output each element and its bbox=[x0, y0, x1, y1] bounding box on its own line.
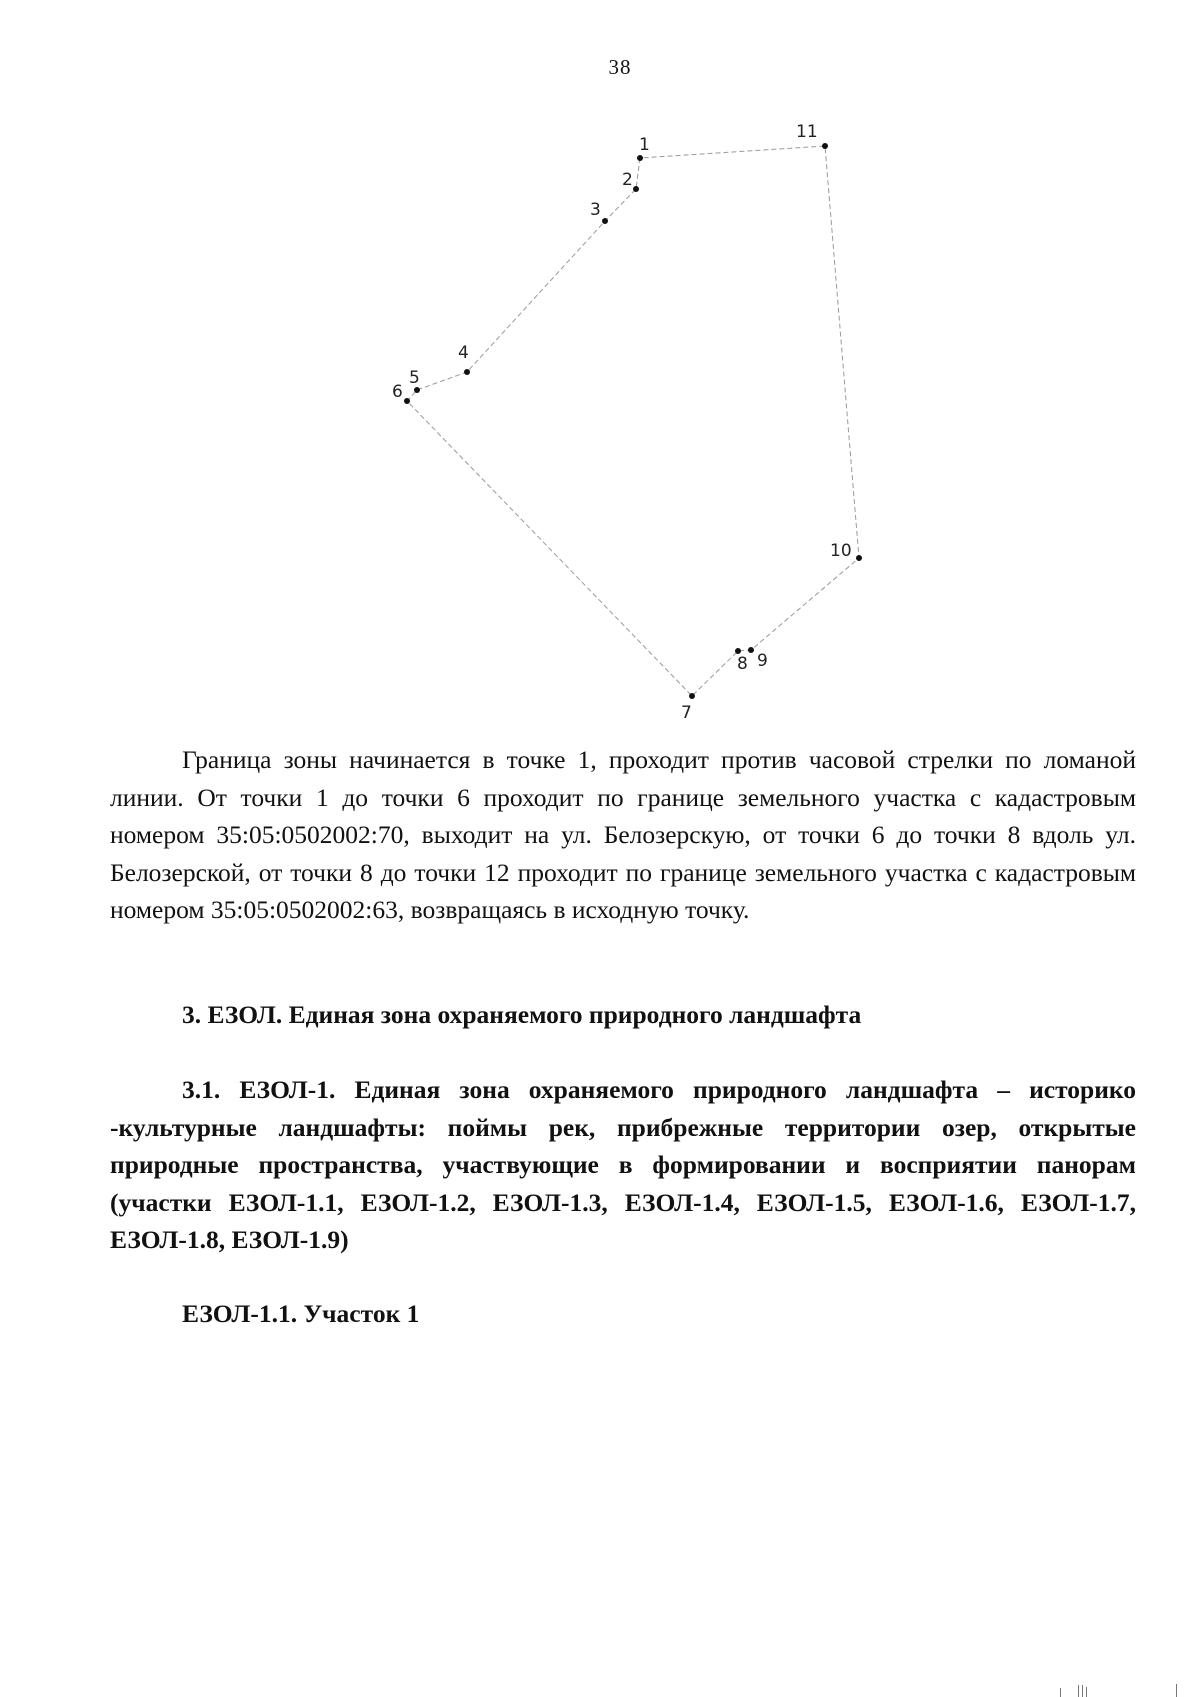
scan-mark bbox=[1086, 1687, 1087, 1697]
vertex-dot bbox=[464, 369, 470, 375]
section-heading: 3. ЕЗОЛ. Единая зона охраняемого природного ландшафта bbox=[182, 1000, 862, 1029]
vertex-dot bbox=[637, 155, 643, 161]
boundary-vertex-11 bbox=[796, 122, 828, 149]
subsection-heading-block bbox=[110, 1071, 1136, 1259]
vertex-label: 7 bbox=[681, 703, 692, 723]
boundary-vertex-5 bbox=[409, 368, 420, 393]
boundary-vertex-3 bbox=[590, 200, 608, 224]
section-heading-block bbox=[110, 996, 1136, 1034]
vertex-dot bbox=[404, 398, 410, 404]
vertex-label: 4 bbox=[458, 343, 469, 363]
boundary-diagram bbox=[0, 0, 1200, 740]
vertex-label: 9 bbox=[757, 651, 768, 671]
boundary-vertex-8 bbox=[735, 648, 748, 674]
vertex-label: 1 bbox=[639, 135, 650, 155]
vertex-label: 10 bbox=[830, 541, 852, 561]
vertex-label: 6 bbox=[392, 382, 403, 402]
boundary-vertex-2 bbox=[622, 170, 639, 192]
boundary-description: Граница зоны начинается в точке 1, проходит против часовой стрелки по ломаной линии. От точки 1 до точки 6 проходит по границе земельного участка с кадастровым номером 35:05:0502002:70, выходит на ул. Белозерскую, от точки 6 до точки 8 вдоль ул. Белозерской, от точки 8 до точки 12 проходит по границе земельного участка с кадастровым номером 35:05:0502002:63, возвращаясь в исходную точку. bbox=[110, 745, 1136, 924]
vertex-dot bbox=[633, 186, 639, 192]
scan-mark bbox=[1078, 1685, 1079, 1697]
boundary-description-block bbox=[110, 741, 1136, 929]
vertex-dot bbox=[822, 143, 828, 149]
scan-mark bbox=[1060, 1688, 1061, 1697]
vertex-label: 5 bbox=[409, 368, 420, 388]
plot-heading: ЕЗОЛ-1.1. Участок 1 bbox=[182, 1299, 420, 1328]
vertex-label: 8 bbox=[737, 654, 748, 674]
vertex-label: 11 bbox=[796, 122, 818, 142]
boundary-vertex-6 bbox=[392, 382, 410, 404]
scan-mark bbox=[1176, 1684, 1177, 1697]
vertex-dot bbox=[602, 218, 608, 224]
vertex-dot bbox=[856, 555, 862, 561]
boundary-vertex-9 bbox=[748, 647, 768, 671]
boundary-line bbox=[407, 146, 859, 696]
vertex-dot bbox=[689, 693, 695, 699]
boundary-vertex-4 bbox=[458, 343, 470, 375]
plot-heading-block bbox=[110, 1295, 1136, 1333]
boundary-vertex-10 bbox=[830, 541, 862, 561]
boundary-vertex-7 bbox=[681, 693, 695, 723]
vertex-label: 2 bbox=[622, 170, 633, 190]
subsection-heading: 3.1. ЕЗОЛ-1. Единая зона охраняемого природного ландшафта – историко -культурные ландшафты: поймы рек, прибрежные территории озер, открытые природные пространства, участвующие в формировании и восприятии панорам (участки ЕЗОЛ-1.1, ЕЗОЛ-1.2, ЕЗОЛ-1.3, ЕЗОЛ-1.4, ЕЗОЛ-1.5, ЕЗОЛ-1.6, ЕЗОЛ-1.7, ЕЗОЛ-1.8, ЕЗОЛ-1.9) bbox=[110, 1075, 1136, 1254]
scan-mark bbox=[1082, 1685, 1083, 1697]
vertex-label: 3 bbox=[590, 200, 601, 220]
scan-edge-marks bbox=[1040, 1683, 1190, 1697]
vertex-dot bbox=[748, 647, 754, 653]
page-number: 38 bbox=[608, 55, 632, 79]
